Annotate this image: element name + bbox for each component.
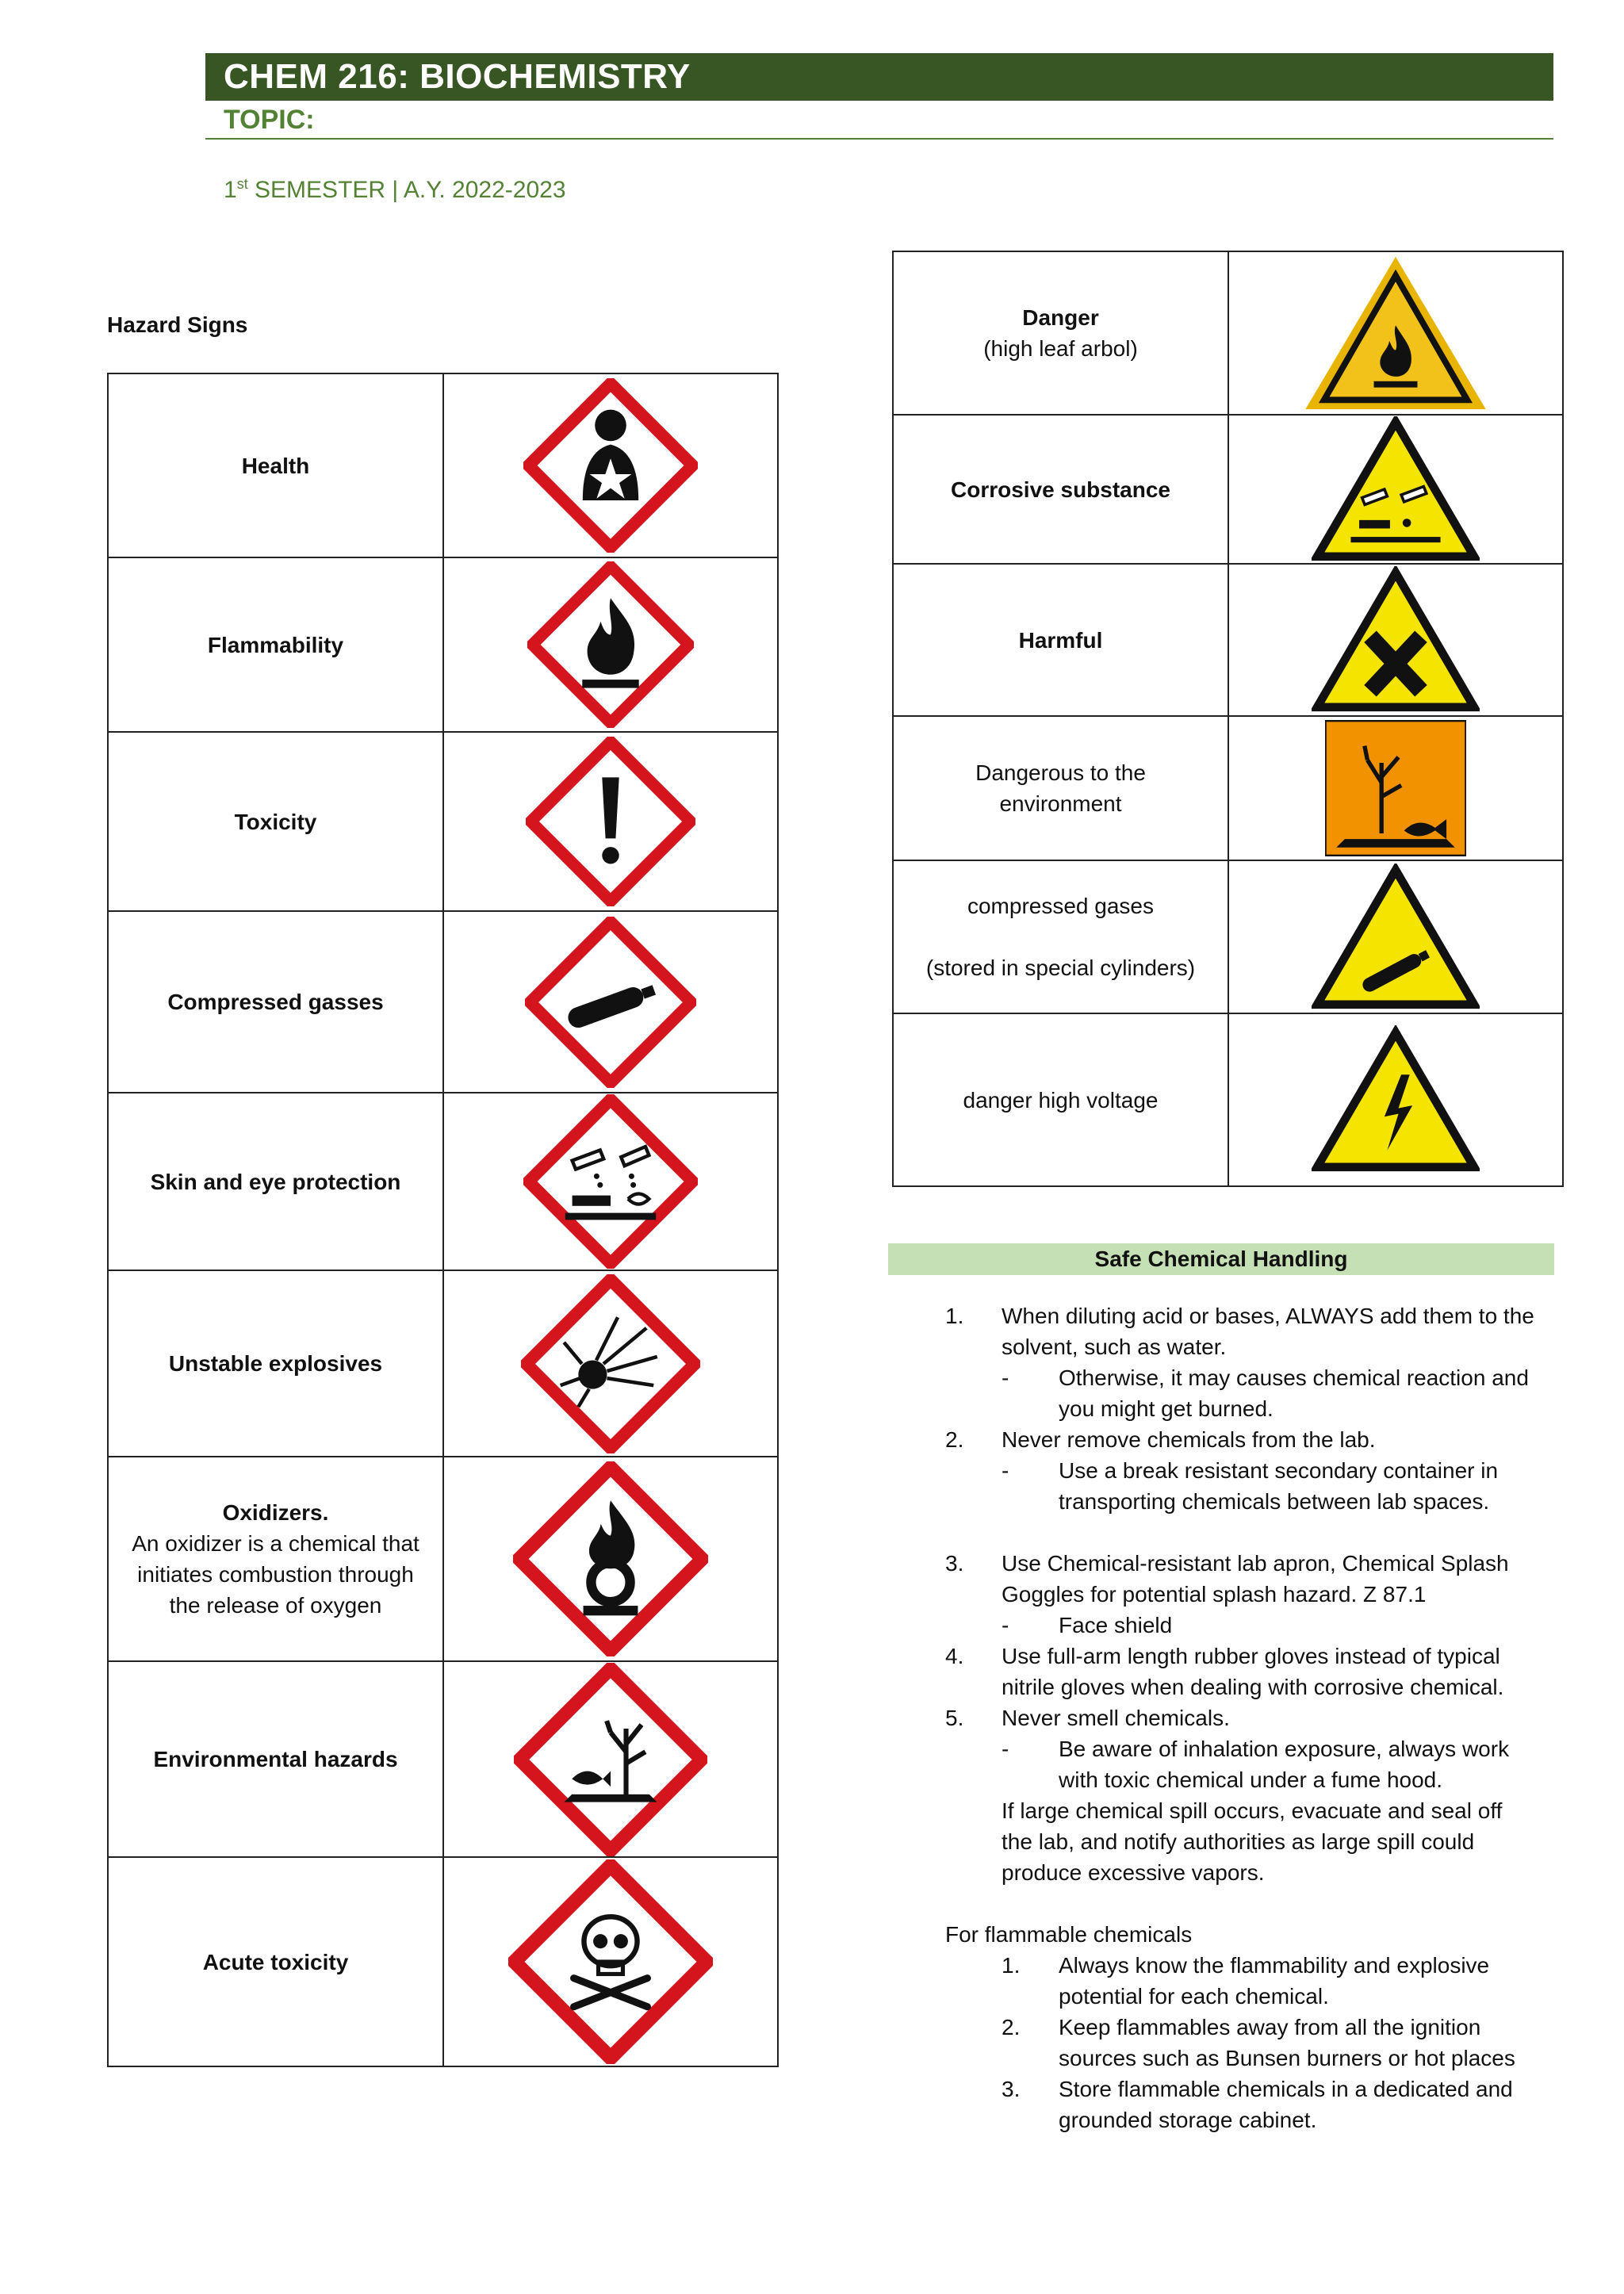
hazard-label: Health <box>108 373 443 557</box>
table-row <box>893 251 1563 415</box>
table-row <box>893 716 1563 860</box>
list-item: 4. Use full-arm length rubber gloves instead of typical nitrile gloves when dealing with corrosive chemical. <box>945 1644 1504 1699</box>
hazard-label: Compressed gasses <box>108 911 443 1093</box>
hazard-label: Environmental hazards <box>108 1661 443 1857</box>
environment-orange-icon <box>1325 720 1466 856</box>
list-item: 2. Never remove chemicals from the lab. <box>945 1427 1376 1452</box>
list-subitem: - Use a break resistant secondary container in transporting chemicals between lab spaces. <box>1002 1458 1499 1514</box>
gas-cylinder-triangle-icon <box>1312 864 1480 1011</box>
sign-subtitle: (high leaf arbol) <box>983 336 1138 361</box>
course-title: CHEM 216: BIOCHEMISTRY <box>224 57 691 96</box>
hazard-label: Oxidizers. <box>222 1500 329 1525</box>
flammable-heading: For flammable chemicals <box>945 1922 1193 1947</box>
corrosion-icon <box>523 1094 698 1269</box>
sign-title: Corrosive substance <box>893 415 1228 564</box>
sign-title: Danger <box>1022 305 1099 330</box>
table-row <box>108 1093 778 1270</box>
sign-title: compressed gases <box>967 894 1154 918</box>
environment-icon <box>514 1663 707 1856</box>
sign-title: Harmful <box>893 564 1228 716</box>
high-voltage-triangle-icon <box>1312 1025 1480 1174</box>
table-row <box>108 557 778 732</box>
table-row <box>108 1457 778 1661</box>
spill-note: If large chemical spill occurs, evacuate and seal off the lab, and notify authorities as large spill could produce excessive vapors. <box>1002 1798 1503 1885</box>
semester-line: 1st SEMESTER | A.Y. 2022-2023 <box>224 176 566 203</box>
safe-handling-heading: Safe Chemical Handling <box>888 1243 1554 1275</box>
sign-title: Dangerous to the <box>975 760 1146 785</box>
header-divider <box>205 138 1553 140</box>
health-hazard-icon <box>523 378 698 553</box>
harmful-x-triangle-icon <box>1312 566 1480 714</box>
list-item: 5. Never smell chemicals. <box>945 1706 1230 1730</box>
hazard-label-cell <box>108 1457 443 1661</box>
table-row <box>108 373 778 557</box>
exploding-bomb-icon <box>521 1274 700 1453</box>
table-row <box>893 1013 1563 1186</box>
skull-crossbones-icon <box>508 1859 713 2064</box>
hazard-signs-heading: Hazard Signs <box>107 312 248 337</box>
list-subitem: - Be aware of inhalation exposure, always work with toxic chemical under a fume hood. <box>1002 1737 1510 1792</box>
hazard-label: Acute toxicity <box>108 1857 443 2066</box>
table-row <box>893 860 1563 1013</box>
hazard-label: Unstable explosives <box>108 1270 443 1457</box>
list-item: 1. Always know the flammability and explosive potential for each chemical. <box>1002 1953 1490 2009</box>
hazard-label: Toxicity <box>108 732 443 911</box>
hazard-label: Skin and eye protection <box>108 1093 443 1270</box>
sign-subtitle: environment <box>999 791 1122 816</box>
hazard-description: An oxidizer is a chemical that initiates combustion through the release of oxygen <box>132 1531 419 1618</box>
sign-subtitle: (stored in special cylinders) <box>925 956 1196 980</box>
hazard-label: Flammability <box>108 557 443 732</box>
list-item: 3. Use Chemical-resistant lab apron, Chemical Splash Goggles for potential splash hazard. Z 87.1 <box>945 1551 1509 1607</box>
flammable-triangle-icon <box>1302 254 1489 412</box>
corrosive-triangle-icon <box>1312 416 1480 562</box>
exclamation-icon <box>526 737 695 906</box>
table-row <box>108 911 778 1093</box>
flame-over-circle-icon <box>513 1461 708 1656</box>
table-row <box>108 732 778 911</box>
list-item: 1. When diluting acid or bases, ALWAYS add them to the solvent, such as water. <box>945 1304 1534 1359</box>
hazard-signs-table <box>107 373 779 2067</box>
table-row <box>108 1661 778 1857</box>
table-row <box>893 415 1563 564</box>
sign-title: danger high voltage <box>893 1013 1228 1186</box>
topic-label: TOPIC: <box>224 105 315 135</box>
table-row <box>108 1857 778 2066</box>
table-row <box>108 1270 778 1457</box>
list-subitem: - Otherwise, it may causes chemical reaction and you might get burned. <box>1002 1365 1529 1421</box>
gas-cylinder-icon <box>525 917 696 1088</box>
warning-signs-table <box>892 251 1564 1187</box>
table-row <box>893 564 1563 716</box>
safe-handling-list <box>888 1300 1570 2135</box>
list-item: 3. Store flammable chemicals in a dedicated and grounded storage cabinet. <box>1002 2077 1513 2132</box>
list-item: 2. Keep flammables away from all the ignition sources such as Bunsen burners or hot places <box>1002 2015 1515 2070</box>
flame-icon <box>527 561 694 728</box>
list-subitem: - Face shield <box>1002 1613 1173 1637</box>
